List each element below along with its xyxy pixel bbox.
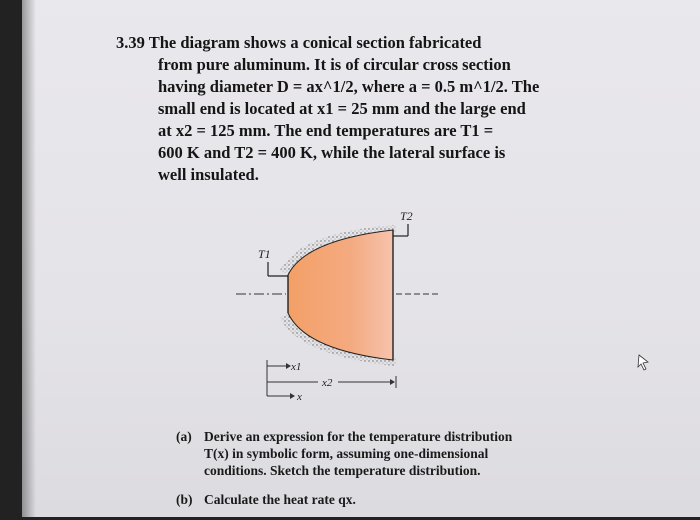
label-x1: x1: [291, 361, 302, 373]
mouse-cursor-icon: [638, 355, 648, 370]
x2-arrow: [390, 379, 395, 385]
part-a-tag: (a): [176, 429, 192, 444]
problem-line-5: at x2 = 125 mm. The end temperatures are T1 =: [158, 121, 494, 140]
part-b: (b) Calculate the heat rate qx.: [176, 492, 356, 507]
part-a: (a) Derive an expression for the temperature distribution T(x) in symbolic form, assuming one-dimensional conditions. Sketch the temperature distribution.: [176, 429, 513, 478]
problem-parts: [176, 428, 576, 520]
problem-number: 3.39: [116, 33, 145, 52]
x-axis-arrowhead: [290, 393, 295, 399]
label-t2: T2: [400, 209, 413, 223]
problem-line-6: 600 K and T2 = 400 K, while the lateral surface is: [158, 143, 506, 162]
problem-line-4: small end is located at x1 = 25 mm and the large end: [158, 99, 526, 118]
label-x: x: [297, 391, 302, 403]
problem-line-1: 3.39 The diagram shows a conical section fabricated: [116, 33, 482, 52]
problem-line-7: well insulated.: [158, 165, 259, 184]
problem-line-3: having diameter D = ax^1/2, where a = 0.5 m^1/2. The: [158, 77, 540, 96]
problem-line-2: from pure aluminum. It is of circular cross section: [158, 55, 511, 74]
label-x2: x2: [322, 377, 333, 389]
part-b-tag: (b): [176, 492, 193, 507]
label-t1: T1: [258, 247, 271, 261]
